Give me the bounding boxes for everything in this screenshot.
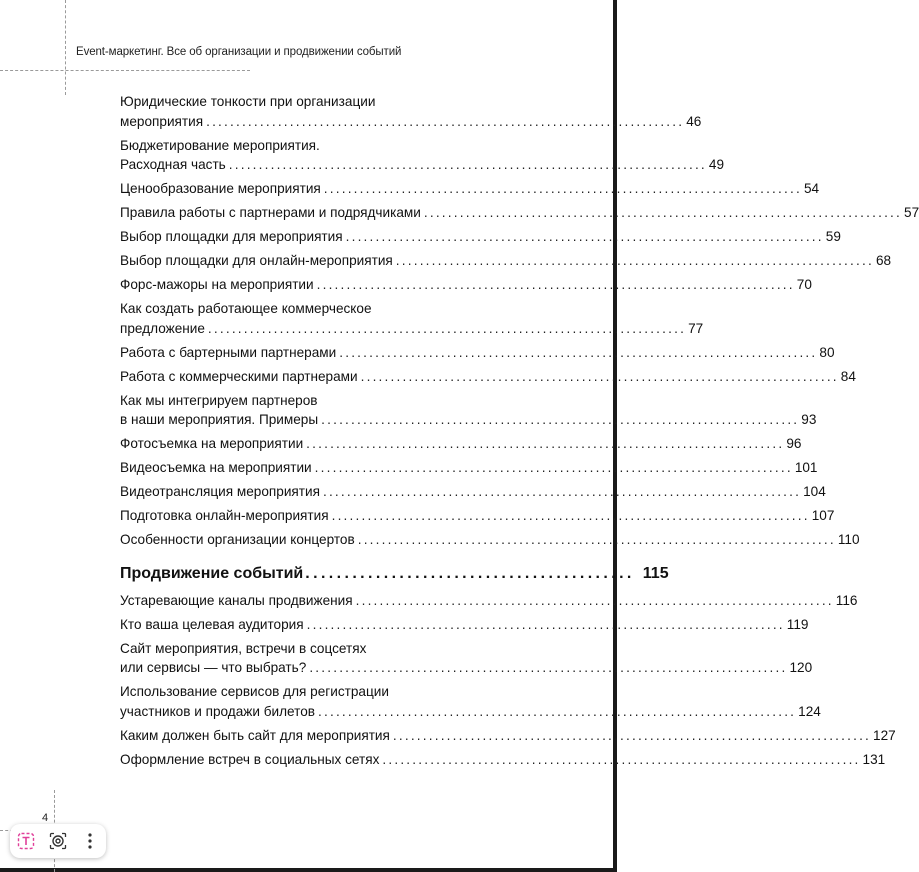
dot-leader: ................................................................................ <box>345 229 824 244</box>
toc-entry[interactable] <box>120 136 725 175</box>
dot-leader: ................................................................................ <box>355 592 834 608</box>
toc-entry-title-line: в наши мероприятия. Примеры <box>120 412 319 427</box>
dot-leader: ................................................................................ <box>423 205 903 220</box>
toc-entry-title-line: Работа с коммерческими партнерами <box>120 368 358 384</box>
toc-entry-title-line: Каким должен быть сайт для мероприятия <box>120 727 390 743</box>
toc-entry[interactable] <box>120 482 826 502</box>
toc-entry[interactable] <box>120 530 860 550</box>
toc-page-number: 68 <box>875 253 892 268</box>
toc-page-number: 124 <box>798 703 821 719</box>
toc-entry[interactable] <box>120 591 858 611</box>
viewer-toolbar <box>10 824 106 858</box>
dot-leader: ................................................................................ <box>323 181 802 196</box>
dot-leader: ................................................................................ <box>360 368 839 384</box>
toc-entry-title-line: Оформление встреч в социальных сетях <box>120 751 380 767</box>
toc-page-number: 49 <box>708 157 725 172</box>
toc-entry-title-line: или сервисы — что выбрать? <box>120 660 307 675</box>
toc-entry-title-line: Видеосъемка на мероприятии <box>120 460 312 475</box>
toc-page-number: 54 <box>803 181 820 196</box>
dot-leader: .......................................... <box>305 564 635 582</box>
dot-leader: ................................................................................ <box>316 277 795 292</box>
dot-leader: ................................................................................ <box>306 616 785 632</box>
toc-page-number: 46 <box>686 113 702 129</box>
toc-page-number: 116 <box>835 592 858 608</box>
more-options-button[interactable] <box>77 828 103 854</box>
toc-page-number: 127 <box>873 727 896 743</box>
toc-entry[interactable] <box>120 92 702 131</box>
toc-entry-title-line: Выбор площадки для онлайн-мероприятия <box>120 253 393 268</box>
toc-entry-title-line: Фотосъемка на мероприятии <box>120 436 304 451</box>
ocr-scan-icon <box>49 832 67 850</box>
toc-page-number: 104 <box>803 484 826 499</box>
section-title: Продвижение событий <box>120 564 304 582</box>
toc-page-number: 93 <box>801 412 817 427</box>
toc-page-number: 101 <box>794 460 818 475</box>
toc-section-heading[interactable] <box>120 563 669 585</box>
dot-leader: ................................................................................ <box>382 751 861 767</box>
dot-leader: ................................................................................ <box>331 508 810 523</box>
toc-entry-title-line: Расходная часть <box>120 157 226 172</box>
toc-entry-title-line: Устаревающие каналы продвижения <box>120 592 353 608</box>
toc-entry[interactable] <box>120 179 820 199</box>
toc-page-number: 84 <box>840 368 856 384</box>
ocr-scan-button[interactable] <box>45 828 71 854</box>
toc-entry-title-line: Как создать работающее коммерческое <box>120 301 372 316</box>
toc-entry-title-line: Как мы интегрируем партнеров <box>120 392 318 408</box>
toc-entry-title-line: Видеотрансляция мероприятия <box>120 484 320 499</box>
toc-entry[interactable] <box>120 203 919 223</box>
toc-entry[interactable] <box>120 726 896 746</box>
toc-entry-title-line: участников и продажи билетов <box>120 703 316 719</box>
toc-entry-title-line: Кто ваша целевая аудитория <box>120 616 304 632</box>
toc-entry-title-line: Форс-мажоры на мероприятии <box>120 277 314 292</box>
toc-page-number: 110 <box>837 532 860 547</box>
page-edge-bottom <box>0 868 617 872</box>
dot-leader: ................................................................................ <box>322 484 802 499</box>
toc-entry[interactable] <box>120 506 835 526</box>
toc-entry-title-line: Правила работы с партнерами и подрядчиками <box>120 205 421 220</box>
section-page-number: 115 <box>642 564 669 582</box>
dot-leader: ................................................................................ <box>339 344 818 360</box>
toc-page-number: 96 <box>786 436 802 451</box>
dot-leader: ................................................................................ <box>309 660 788 675</box>
toc-list <box>120 92 919 550</box>
crop-mark-top-horizontal <box>0 70 250 71</box>
more-options-icon <box>87 832 93 850</box>
toc-entry-title-line: Работа с бартерными партнерами <box>120 344 337 360</box>
toc-entry[interactable] <box>120 367 856 387</box>
running-header: Event-маркетинг. Все об организации и продвижении событий <box>76 46 402 58</box>
toc-page-number: 120 <box>789 660 813 675</box>
toc-page-number: 80 <box>819 344 835 360</box>
toc-entry[interactable] <box>120 750 886 770</box>
toc-entry-title-line: Ценообразование мероприятия <box>120 181 321 196</box>
dot-leader: ................................................................................ <box>314 460 793 475</box>
toc-entry[interactable] <box>120 227 841 247</box>
toc-list <box>120 591 896 770</box>
text-select-icon <box>17 832 35 850</box>
toc-entry[interactable] <box>120 251 892 271</box>
toc-entry-title-line: Бюджетирование мероприятия. <box>120 137 320 153</box>
dot-leader: ................................................................................ <box>228 157 707 172</box>
toc-page-number: 59 <box>825 229 841 244</box>
dot-leader: ................................................................................ <box>395 253 874 268</box>
text-select-button[interactable] <box>13 828 39 854</box>
toc-entry-title-line: Использование сервисов для регистрации <box>120 684 389 699</box>
dot-leader: ................................................................................ <box>206 113 685 129</box>
dot-leader: ................................................................................ <box>318 703 797 719</box>
toc-page-number: 70 <box>796 277 812 292</box>
page-number: 4 <box>42 812 49 824</box>
toc-entry-title-line: предложение <box>120 320 205 336</box>
toc-entry[interactable] <box>120 434 802 454</box>
dot-leader: ................................................................................ <box>207 320 687 336</box>
toc-page-number: 107 <box>811 508 835 523</box>
toc-entry-title-line: Подготовка онлайн-мероприятия <box>120 508 329 523</box>
toc-entry[interactable] <box>120 391 817 430</box>
toc-entry[interactable] <box>120 299 704 338</box>
toc-entry-title-line: Особенности организации концертов <box>120 532 355 547</box>
toc-page-number: 77 <box>688 320 704 336</box>
table-of-contents <box>120 92 919 774</box>
toc-page-number: 57 <box>904 205 919 220</box>
dot-leader: ................................................................................ <box>306 436 785 451</box>
toc-entry-title-line: мероприятия <box>120 113 204 129</box>
toc-page-number: 119 <box>786 616 809 632</box>
dot-leader: ................................................................................ <box>321 412 800 427</box>
toc-entry[interactable] <box>120 343 835 363</box>
crop-mark-top-vertical <box>65 0 66 95</box>
toc-entry-title-line: Юридические тонкости при организации <box>120 94 376 109</box>
toc-entry[interactable] <box>120 615 809 635</box>
toc-entry-title-line: Сайт мероприятия, встречи в соцсетях <box>120 640 367 656</box>
toc-entry[interactable] <box>120 639 813 678</box>
toc-entry-title-line: Выбор площадки для мероприятия <box>120 229 343 244</box>
dot-leader: ................................................................................ <box>357 532 836 547</box>
dot-leader: ................................................................................ <box>392 727 872 743</box>
toc-entry[interactable] <box>120 682 821 721</box>
toc-entry[interactable] <box>120 458 818 478</box>
toc-entry[interactable] <box>120 275 812 295</box>
toc-page-number: 131 <box>862 751 886 767</box>
